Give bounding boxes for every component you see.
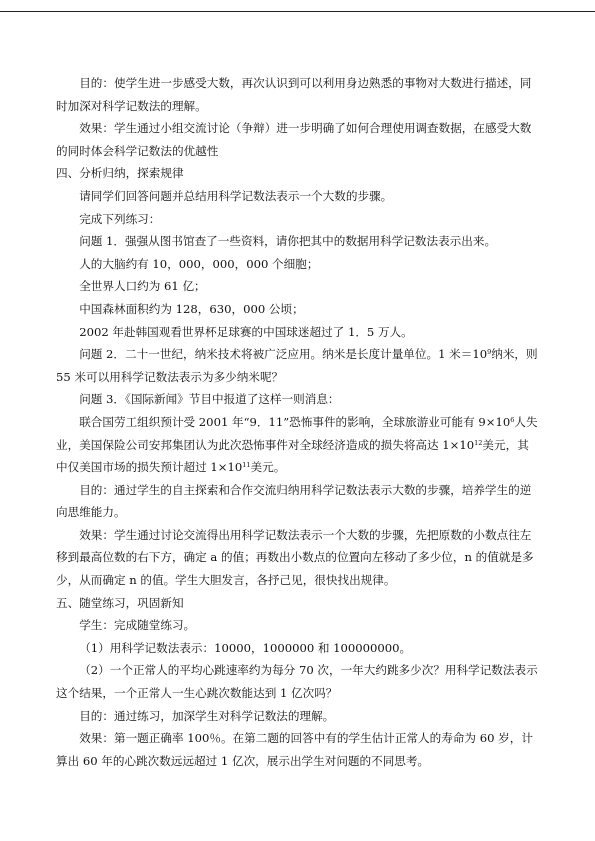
news-text-a: 联合国劳工组织预计受 2001 年“9．11”恐怖事件的影响，全球旅游业可能有 9×10 xyxy=(79,414,511,429)
fact-forest-area: 中国森林面积约为 128，630，000 公顷； xyxy=(79,301,304,316)
news-text-c: 美元，其中仅美国市场的损失预计超过 1×10 xyxy=(56,437,529,475)
question-2 xyxy=(56,343,540,388)
question-3: 问题 3．《国际新闻》节目中报道了这样一则消息： xyxy=(79,392,340,407)
exercise-2: （2）一个正常人的平均心跳速率约为每分 70 次，一年大约跳多少次？用科学记数法表示这个结果，一个正常人一生心跳次数能达到 1 亿次吗？ xyxy=(56,663,538,701)
fact-world-population: 全世界人口约为 61 亿； xyxy=(79,279,206,294)
purpose-paragraph-3: 目的：通过练习，加深学生对科学记数法的理解。 xyxy=(79,708,335,723)
question-2-exponent: 9 xyxy=(487,348,492,357)
purpose-paragraph-1: 目的：使学生进一步感受大数，再次认识到可以利用身边熟悉的事物对大数进行描述，同时加深对科学记数法的理解。 xyxy=(56,76,532,113)
fact-football-fans: 2002 年赴韩国观看世界杯足球赛的中国球迷超过了 1．5 万人。 xyxy=(79,324,413,339)
question-2-text-a: 问题 2．二十一世纪，纳米技术将被广泛应用。纳米是长度计量单位。1 米＝10 xyxy=(79,347,488,362)
effect-paragraph-2: 效果：学生通过讨论交流得出用科学记数法表示一个大数的步骤，先把原数的小数点往左移到最高位数的右下方，确定 a 的值；再数出小数点的位置向左移动了多少位，n 的值就是多少，从而确定 n 的值。学生大胆发言，各抒己见，很快找出规律。 xyxy=(56,527,534,588)
exercise-1: （1）用科学记数法表示：10000，1000000 和 100000000。 xyxy=(79,640,412,655)
news-paragraph xyxy=(56,411,540,479)
effect-paragraph-1: 效果：学生通过小组交流讨论（争辩）进一步明确了如何合理使用调查数据，在感受大数的同时体会科学记数法的优越性 xyxy=(56,121,532,158)
section-heading-4: 四、分析归纳，探索规律 xyxy=(56,166,184,181)
effect-paragraph-3: 效果：第一题正确率 100％。在第二题的回答中有的学生估计正常人的寿命为 60 岁，计算出 60 年的心跳次数远远超过 1 亿次，展示出学生对问题的不同思考。 xyxy=(56,731,533,768)
news-text-b: 人失业，美国保险公司安邦集团认为此次恐怖事件对全球经济造成的损失将高达 1×10 xyxy=(56,414,538,452)
question-1: 问题 1．强强从图书馆查了一些资料，请你把其中的数据用科学记数法表示出来。 xyxy=(79,234,497,249)
news-exponent-3: 11 xyxy=(242,461,251,470)
section-heading-5: 五、随堂练习，巩固新知 xyxy=(56,595,184,610)
header-rule xyxy=(0,11,595,12)
document-body xyxy=(56,72,540,772)
news-text-d: 美元。 xyxy=(250,460,286,475)
question-2-text-b: 纳米，则 55 米可以用科学记数法表示为多少纳米呢？ xyxy=(56,347,538,384)
news-exponent-1: 6 xyxy=(510,415,515,424)
news-exponent-2: 12 xyxy=(474,438,483,447)
student-task: 学生：完成随堂练习。 xyxy=(79,618,196,633)
exercise-intro: 完成下列练习： xyxy=(79,211,161,226)
purpose-paragraph-2: 目的：通过学生的自主探索和合作交流归纳用科学记数法表示大数的步骤，培养学生的逆向思维能力。 xyxy=(56,482,532,520)
instruction-paragraph: 请同学们回答问题并总结用科学记数法表示一个大数的步骤。 xyxy=(79,188,393,203)
fact-brain-cells: 人的大脑约有 10，000，000，000 个细胞； xyxy=(79,256,319,271)
